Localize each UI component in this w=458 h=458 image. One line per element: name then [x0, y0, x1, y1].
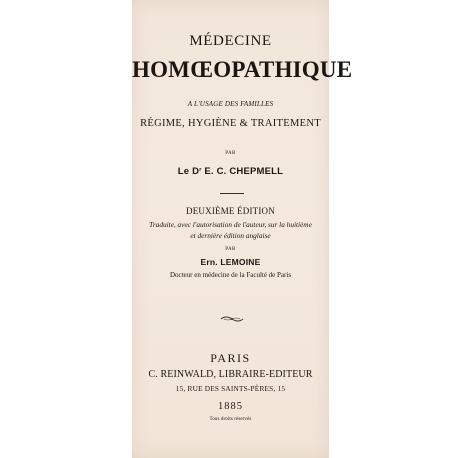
imprint-address: 15, RUE DES SAINTS-PÈRES, 15	[175, 384, 286, 393]
author-line	[132, 167, 329, 177]
subtitle: A L'USAGE DES FAMILLES	[187, 100, 274, 108]
translation-note-line-2: et dernière édition anglaise	[190, 231, 271, 240]
edition-label: DEUXIÈME ÉDITION	[186, 206, 275, 216]
translator-name: Ern. LEMOINE	[200, 257, 261, 267]
topics-line: RÉGIME, HYGIÈNE & TRAITEMENT	[140, 118, 321, 129]
imprint-publisher: C. REINWALD, LIBRAIRE-EDITEUR	[148, 369, 313, 380]
author-prefix-superscript: r	[199, 167, 202, 173]
ornament-icon	[220, 314, 244, 324]
translation-note-line-1: Traduite, avec l'autorisation de l'auteur, sur la huitième	[149, 220, 312, 229]
imprint-year: 1885	[218, 401, 243, 412]
title-line-2: HOMŒOPATHIQUE	[132, 57, 353, 82]
par-label-author: PAR	[225, 151, 236, 156]
divider-rule	[220, 193, 244, 194]
author-prefix: Le D	[177, 166, 200, 177]
title-page	[132, 0, 353, 458]
title-line-1: MÉDECINE	[189, 33, 272, 49]
imprint-rights: Tous droits réservés	[209, 417, 252, 422]
imprint-city: PARIS	[210, 351, 251, 365]
translator-credential: Docteur en médecine de la Faculté de Paris	[169, 271, 292, 279]
author-name: E. C. CHEPMELL	[201, 166, 284, 177]
par-label-translator: PAR	[225, 247, 236, 252]
